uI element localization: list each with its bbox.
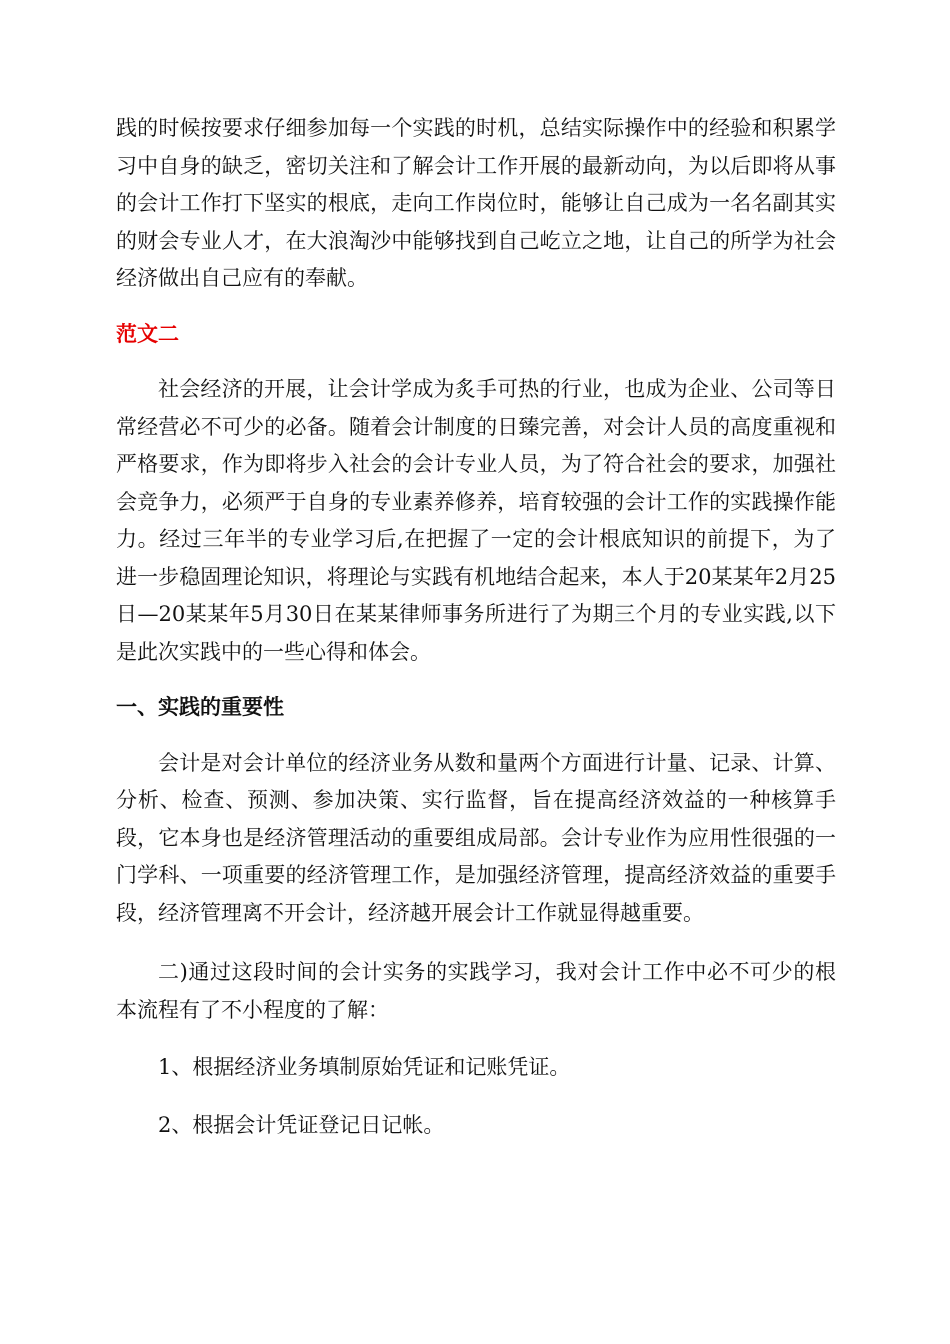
paragraph-process: 二)通过这段时间的会计实务的实践学习，我对会计工作中必不可少的根本流程有了不小程度的了解： [116, 960, 836, 1022]
document-page [116, 110, 836, 1144]
list-item: 1、根据经济业务填制原始凭证和记账凭证。 [158, 1055, 571, 1079]
heading-section-importance: 一、实践的重要性 [116, 695, 284, 719]
paragraph-importance: 会计是对会计单位的经济业务从数和量两个方面进行计量、记录、计算、分析、检查、预测、参加决策、实行监督，旨在提高经济效益的一种核算手段，它本身也是经济管理活动的重要组成局部。会计专业作为应用性很强的一门学科、一项重要的经济管理工作，是加强经济管理，提高经济效益的重要手段，经济管理离不开会计，经济越开展会计工作就显得越重要。 [116, 750, 836, 925]
list-item: 2、根据会计凭证登记日记帐。 [158, 1112, 445, 1137]
paragraph-continued: 践的时候按要求仔细参加每一个实践的时机，总结实际操作中的经验和积累学习中自身的缺乏，密切关注和了解会计工作开展的最新动向，为以后即将从事的会计工作打下坚实的根底，走向工作岗位时，能够让自己成为一名名副其实的财会专业人才，在大浪淘沙中能够找到自己屹立之地，让自己的所学为社会经济做出自己应有的奉献。 [116, 116, 836, 290]
paragraph-intro: 社会经济的开展，让会计学成为炙手可热的行业，也成为企业、公司等日常经营必不可少的必备。随着会计制度的日臻完善，对会计人员的高度重视和严格要求，作为即将步入社会的会计专业人员，为了符合社会的要求，加强社会竞争力，必须严于自身的专业素养修养，培育较强的会计工作的实践操作能力。经过三年半的专业学习后,在把握了一定的会计根底知识的前提下，为了进一步稳固理论知识，将理论与实践有机地结合起来，本人于20某某年2月25日—20某某年5月30日在某某律师事务所进行了为期三个月的专业实践,以下是此次实践中的一些心得和体会。 [116, 377, 836, 664]
heading-fanwen-2: 范文二 [116, 321, 179, 346]
